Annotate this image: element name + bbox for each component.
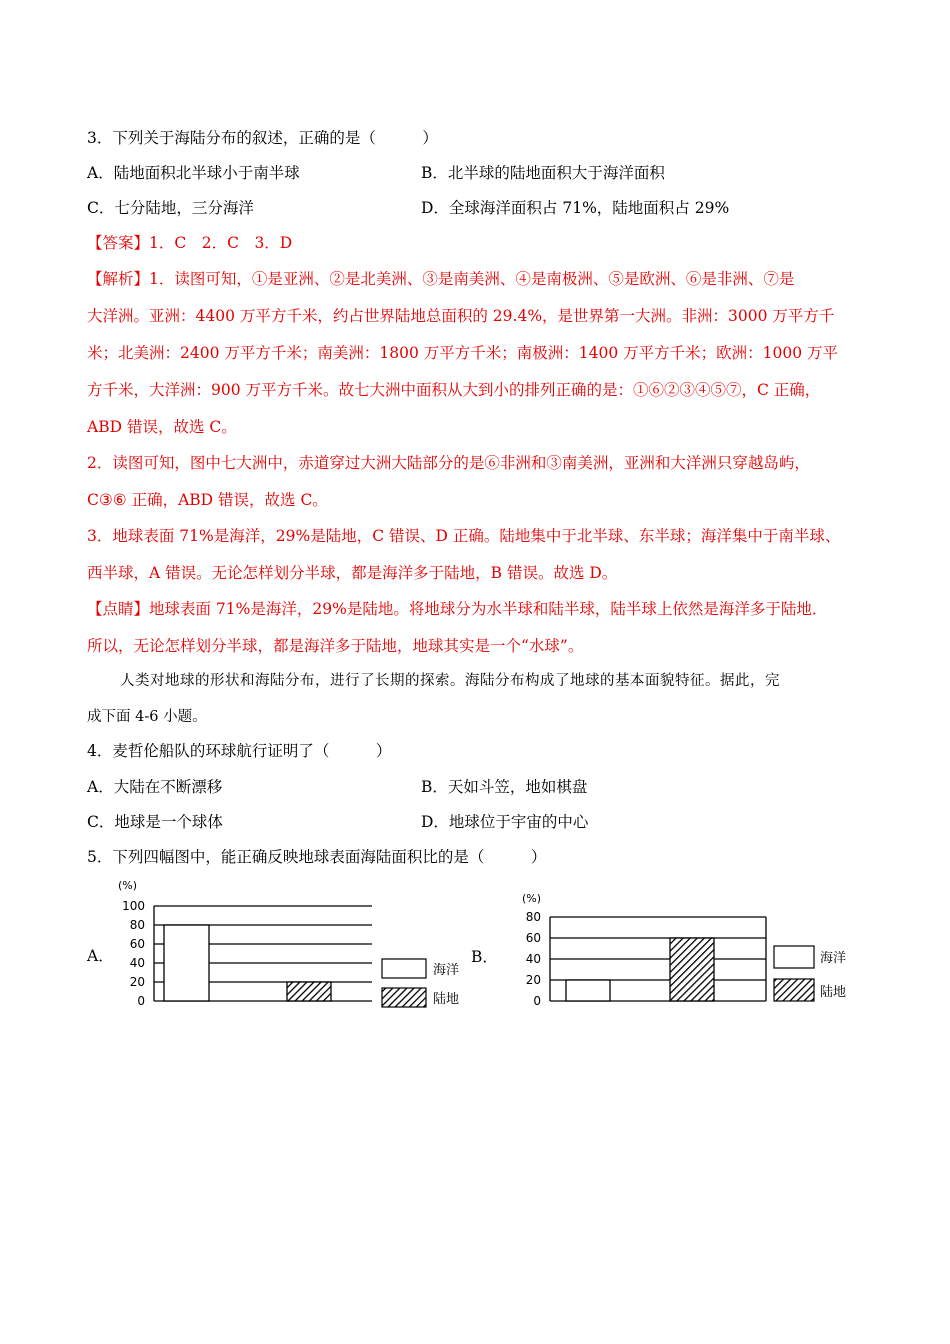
y-tick-label: 80 <box>525 910 541 924</box>
key-point-line: 所以，无论怎样划分半球，都是海洋多于陆地，地球其实是一个“水球”。 <box>87 637 584 655</box>
y-tick-label: 0 <box>137 994 145 1008</box>
y-tick-label: 20 <box>129 975 145 989</box>
q3-option-b: B．北半球的陆地面积大于海洋面积 <box>421 164 665 182</box>
chart-a-legend-ocean-label: 海洋 <box>433 963 460 978</box>
intro-line: 人类对地球的形状和海陆分布，进行了长期的探索。海陆分布构成了地球的基本面貌特征。据此，完 <box>120 673 780 689</box>
y-tick-label: 60 <box>129 937 145 951</box>
y-tick-label: 100 <box>122 899 145 913</box>
chart-b-yticks <box>526 910 541 1008</box>
answer-line: 【答案】1．C 2．C 3．D <box>87 234 293 252</box>
intro-line: 成下面 4-6 小题。 <box>87 709 207 725</box>
y-tick-label: 20 <box>525 973 541 987</box>
chart-a <box>110 874 480 1014</box>
key-point-line: 【点睛】地球表面 71%是海洋，29%是陆地。将地球分为水半球和陆半球，陆半球上依然是海洋多于陆地． <box>87 600 828 618</box>
q3-stem: 3．下列关于海陆分布的叙述，正确的是（ ） <box>87 129 438 147</box>
chart-b-unit: (%) <box>522 892 542 905</box>
chart-a-legend-land-label: 陆地 <box>433 992 460 1007</box>
bar-ocean <box>566 980 610 1001</box>
q5-stem: 5．下列四幅图中，能正确反映地球表面海陆面积比的是（ ） <box>87 848 547 866</box>
chart-b <box>510 884 870 1014</box>
q3-option-d: D．全球海洋面积占 71%，陆地面积占 29% <box>421 199 730 217</box>
q4-option-b: B．天如斗笠，地如棋盘 <box>421 778 588 796</box>
q5-option-b-label: B． <box>471 948 498 966</box>
chart-a-legend-ocean-swatch <box>382 959 426 978</box>
q4-stem: 4．麦哲伦船队的环球航行证明了（ ） <box>87 742 392 760</box>
y-tick-label: 40 <box>129 956 145 970</box>
y-tick-label: 0 <box>533 994 541 1008</box>
chart-b-legend-land-label: 陆地 <box>820 985 847 1000</box>
chart-b-legend-ocean-swatch <box>774 946 814 968</box>
q3-option-c: C．七分陆地，三分海洋 <box>87 199 254 217</box>
analysis-line: 【解析】1．读图可知，①是亚洲、②是北美洲、③是南美洲、④是南极洲、⑤是欧洲、⑥是非洲、⑦是 <box>87 270 795 288</box>
chart-b-bars <box>566 938 714 1001</box>
q4-option-a: A．大陆在不断漂移 <box>87 778 223 796</box>
q4-option-c: C．地球是一个球体 <box>87 813 223 831</box>
chart-a-legend-land-swatch <box>382 988 426 1007</box>
analysis-line: 2．读图可知，图中七大洲中，赤道穿过大洲大陆部分的是⑥非洲和③南美洲，亚洲和大洋洲只穿越岛屿， <box>87 454 810 472</box>
analysis-line: 方千米，大洋洲：900 万平方千米。故七大洲中面积从大到小的排列正确的是：①⑥②③④⑤⑦，C 正确， <box>87 381 821 399</box>
bar-ocean <box>164 925 209 1001</box>
analysis-line: 大洋洲。亚洲：4400 万平方千米，约占世界陆地总面积的 29.4%，是世界第一大洲。非洲：3000 万平方千 <box>87 307 835 325</box>
y-tick-label: 80 <box>129 918 145 932</box>
chart-b-legend-ocean-label: 海洋 <box>820 951 847 966</box>
q3-option-a: A．陆地面积北半球小于南半球 <box>87 164 300 182</box>
analysis-line: 西半球，A 错误。无论怎样划分半球，都是海洋多于陆地，B 错误。故选 D。 <box>87 564 618 582</box>
analysis-line: ABD 错误，故选 C。 <box>87 418 237 436</box>
chart-b-legend-land-swatch <box>774 979 814 1001</box>
y-tick-label: 60 <box>525 931 541 945</box>
bar-land <box>670 938 714 1001</box>
analysis-line: C③⑥ 正确，ABD 错误，故选 C。 <box>87 491 328 509</box>
q4-option-d: D．地球位于宇宙的中心 <box>421 813 589 831</box>
analysis-line: 米；北美洲：2400 万平方千米；南美洲：1800 万平方千米；南极洲：1400 万平方千米；欧洲：1000 万平 <box>87 344 838 362</box>
y-tick-label: 40 <box>525 952 541 966</box>
bar-land <box>287 982 331 1001</box>
analysis-line: 3．地球表面 71%是海洋，29%是陆地，C 错误、D 正确。陆地集中于北半球、东半球；海洋集中于南半球、 <box>87 527 841 545</box>
chart-a-unit: (%) <box>118 879 138 892</box>
chart-a-yticks <box>122 899 145 1008</box>
q5-option-a-label: A． <box>87 947 114 965</box>
